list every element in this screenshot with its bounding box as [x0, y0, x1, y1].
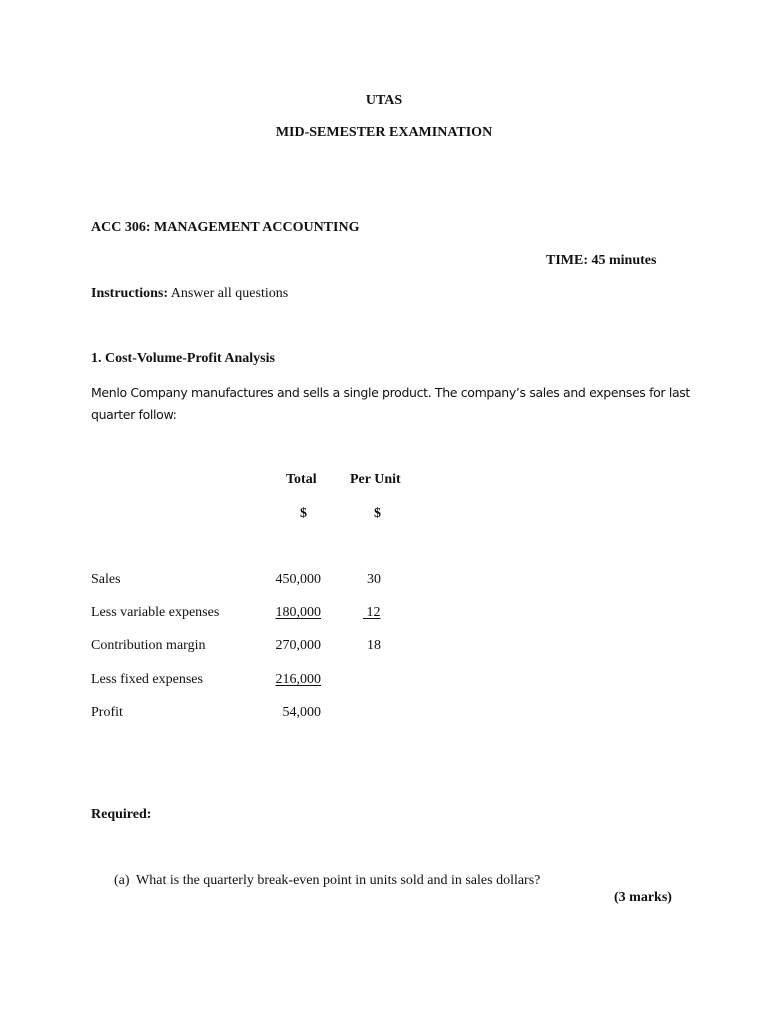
row-per-unit: 12 [363, 605, 381, 620]
row-label: Contribution margin [91, 638, 206, 653]
part-a-letter: (a) [114, 873, 130, 888]
row-total: 450,000 [275, 572, 321, 587]
col-unit-total: $ [300, 506, 307, 521]
row-total: 180,000 [275, 605, 321, 620]
row-label: Less variable expenses [91, 605, 220, 620]
question-title: 1. Cost-Volume-Profit Analysis [91, 351, 275, 366]
row-total: 54,000 [282, 705, 321, 720]
row-label: Profit [91, 705, 123, 720]
row-total: 216,000 [275, 672, 321, 687]
row-label: Less fixed expenses [91, 672, 203, 687]
institution-title: UTAS [365, 93, 403, 108]
exam-title: MID-SEMESTER EXAMINATION [275, 125, 493, 140]
instructions [91, 286, 288, 302]
col-header-total: Total [286, 472, 317, 487]
row-per-unit: 18 [367, 638, 381, 653]
course-title: ACC 306: MANAGEMENT ACCOUNTING [91, 220, 360, 235]
row-per-unit: 30 [367, 572, 381, 587]
question-intro: Menlo Company manufactures and sells a single product. The company’s sales and expenses for last quarter follow: [91, 385, 690, 422]
row-label: Sales [91, 572, 121, 587]
part-a-marks: (3 marks) [614, 890, 672, 905]
required-label: Required: [91, 807, 152, 822]
col-unit-per-unit: $ [374, 506, 381, 521]
instructions-text: Answer all questions [170, 286, 289, 301]
col-header-per-unit: Per Unit [350, 472, 401, 487]
exam-time: TIME: 45 minutes [546, 253, 657, 268]
row-total: 270,000 [275, 638, 321, 653]
part-a-text: What is the quarterly break-even point in units sold and in sales dollars? [136, 873, 541, 888]
part-a [114, 873, 540, 889]
instructions-label: Instructions: [91, 286, 169, 301]
